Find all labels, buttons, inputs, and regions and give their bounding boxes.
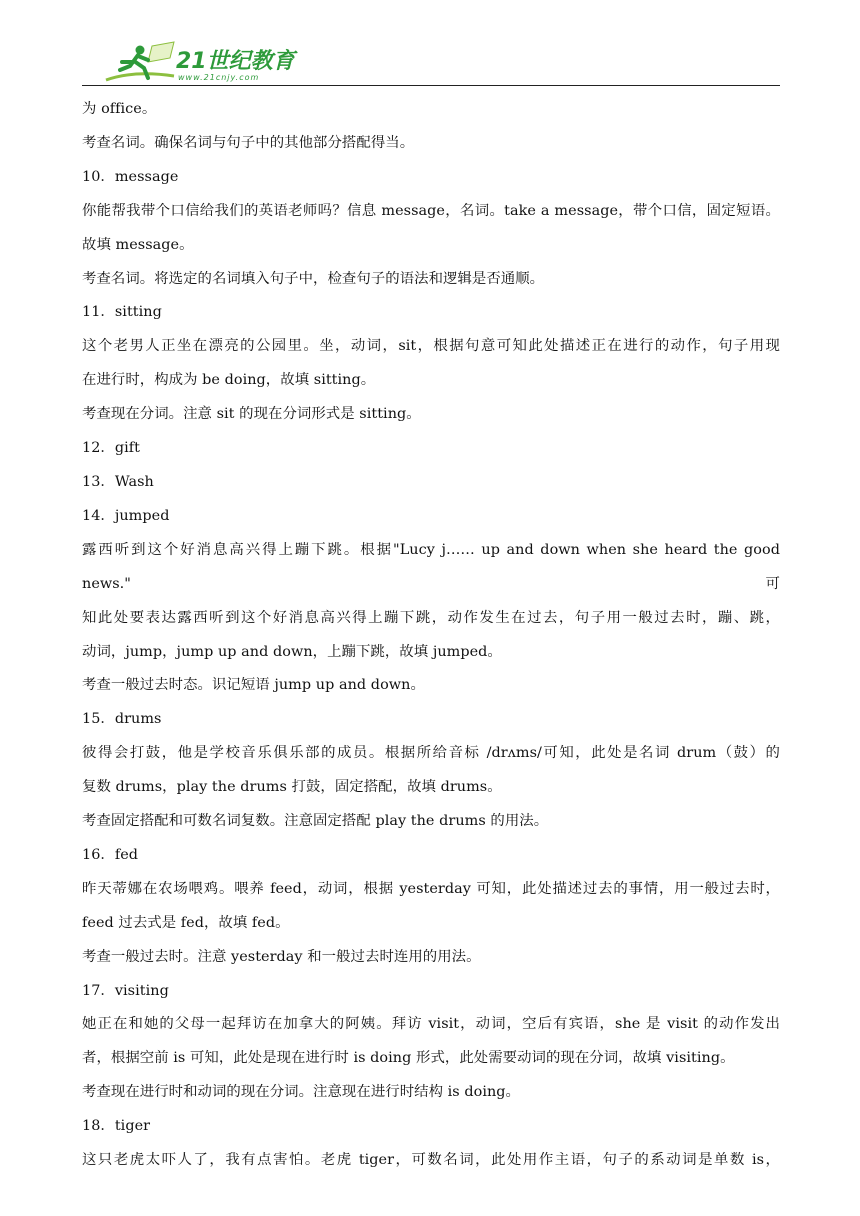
- text-line: 13．Wash: [82, 473, 154, 490]
- text-line: 她正在和她的父母一起拜访在加拿大的阿姨。拜访 visit，动词，空后有宾语，she 是 visit 的动作发出: [82, 1016, 780, 1033]
- text-line: 复数 drums，play the drums 打鼓，固定搭配，故填 drums。: [82, 779, 502, 796]
- text-line: 动词，jump，jump up and down，上蹦下跳，故填 jumped。: [82, 643, 502, 660]
- svg-text:21世纪教育: 21世纪教育: [176, 49, 295, 74]
- text-line: 为 office。: [82, 101, 157, 117]
- text-line: 昨天蒂娜在农场喂鸡。喂养 feed，动词，根据 yesterday 可知，此处描述过去的事情，用一般过去时，: [82, 880, 780, 897]
- text-line: 14．jumped: [82, 507, 170, 524]
- text-line: 知此处要表达露西听到这个好消息高兴得上蹦下跳，动作发生在过去，句子用一般过去时，蹦、跳，: [82, 609, 780, 626]
- svg-text:www.21cnjy.com: www.21cnjy.com: [178, 73, 260, 82]
- text-line: 15．drums: [82, 711, 162, 728]
- text-line: 考查现在进行时和动词的现在分词。注意现在进行时结构 is doing。: [82, 1084, 521, 1101]
- page-header: [82, 36, 780, 86]
- document-body: [82, 93, 780, 1178]
- text-line: 11．sitting: [82, 304, 162, 321]
- text-line: 18．tiger: [82, 1118, 151, 1135]
- text-line: feed 过去式是 fed，故填 fed。: [82, 914, 290, 931]
- text-line: 16．fed: [82, 846, 139, 863]
- text-line: 这个老男人正坐在漂亮的公园里。坐，动词，sit，根据句意可知此处描述正在进行的动作，句子用现: [82, 338, 780, 355]
- text-line: 考查名词。确保名词与句子中的其他部分搭配得当。: [82, 134, 415, 151]
- text-line: 考查一般过去时。注意 yesterday 和一般过去时连用的用法。: [82, 948, 481, 965]
- text-line: 考查固定搭配和可数名词复数。注意固定搭配 play the drums 的用法。: [82, 813, 549, 830]
- text-line: 17．visiting: [82, 982, 169, 999]
- text-line: 考查名词。将选定的名词填入句子中，检查句子的语法和逻辑是否通顺。: [82, 270, 545, 287]
- site-logo: [104, 40, 304, 84]
- text-line: 这只老虎太吓人了，我有点害怕。老虎 tiger，可数名词，此处用作主语，句子的系动词是单数 is，: [82, 1152, 780, 1169]
- text-line: 者，根据空前 is 可知，此处是现在进行时 is doing 形式，此处需要动词的现在分词，故填 visiting。: [82, 1050, 735, 1067]
- text-line: 彼得会打鼓，他是学校音乐俱乐部的成员。根据所给音标 /drʌms/可知，此处是名词 drum（鼓）的: [82, 745, 780, 762]
- text-line: 露西听到这个好消息高兴得上蹦下跳。根据"Lucy j…… up and down when she heard the good news."可: [82, 541, 780, 592]
- text-line: 你能帮我带个口信给我们的英语老师吗？信息 message，名词。take a message，带个口信，固定短语。: [82, 202, 780, 219]
- text-line: 考查一般过去时态。识记短语 jump up and down。: [82, 677, 425, 694]
- text-line: 10．message: [82, 168, 179, 185]
- header-rule: [82, 85, 780, 86]
- text-line: 故填 message。: [82, 236, 194, 253]
- text-line: 考查现在分词。注意 sit 的现在分词形式是 sitting。: [82, 406, 421, 423]
- text-line: 12．gift: [82, 440, 140, 457]
- text-line: 在进行时，构成为 be doing，故填 sitting。: [82, 372, 376, 389]
